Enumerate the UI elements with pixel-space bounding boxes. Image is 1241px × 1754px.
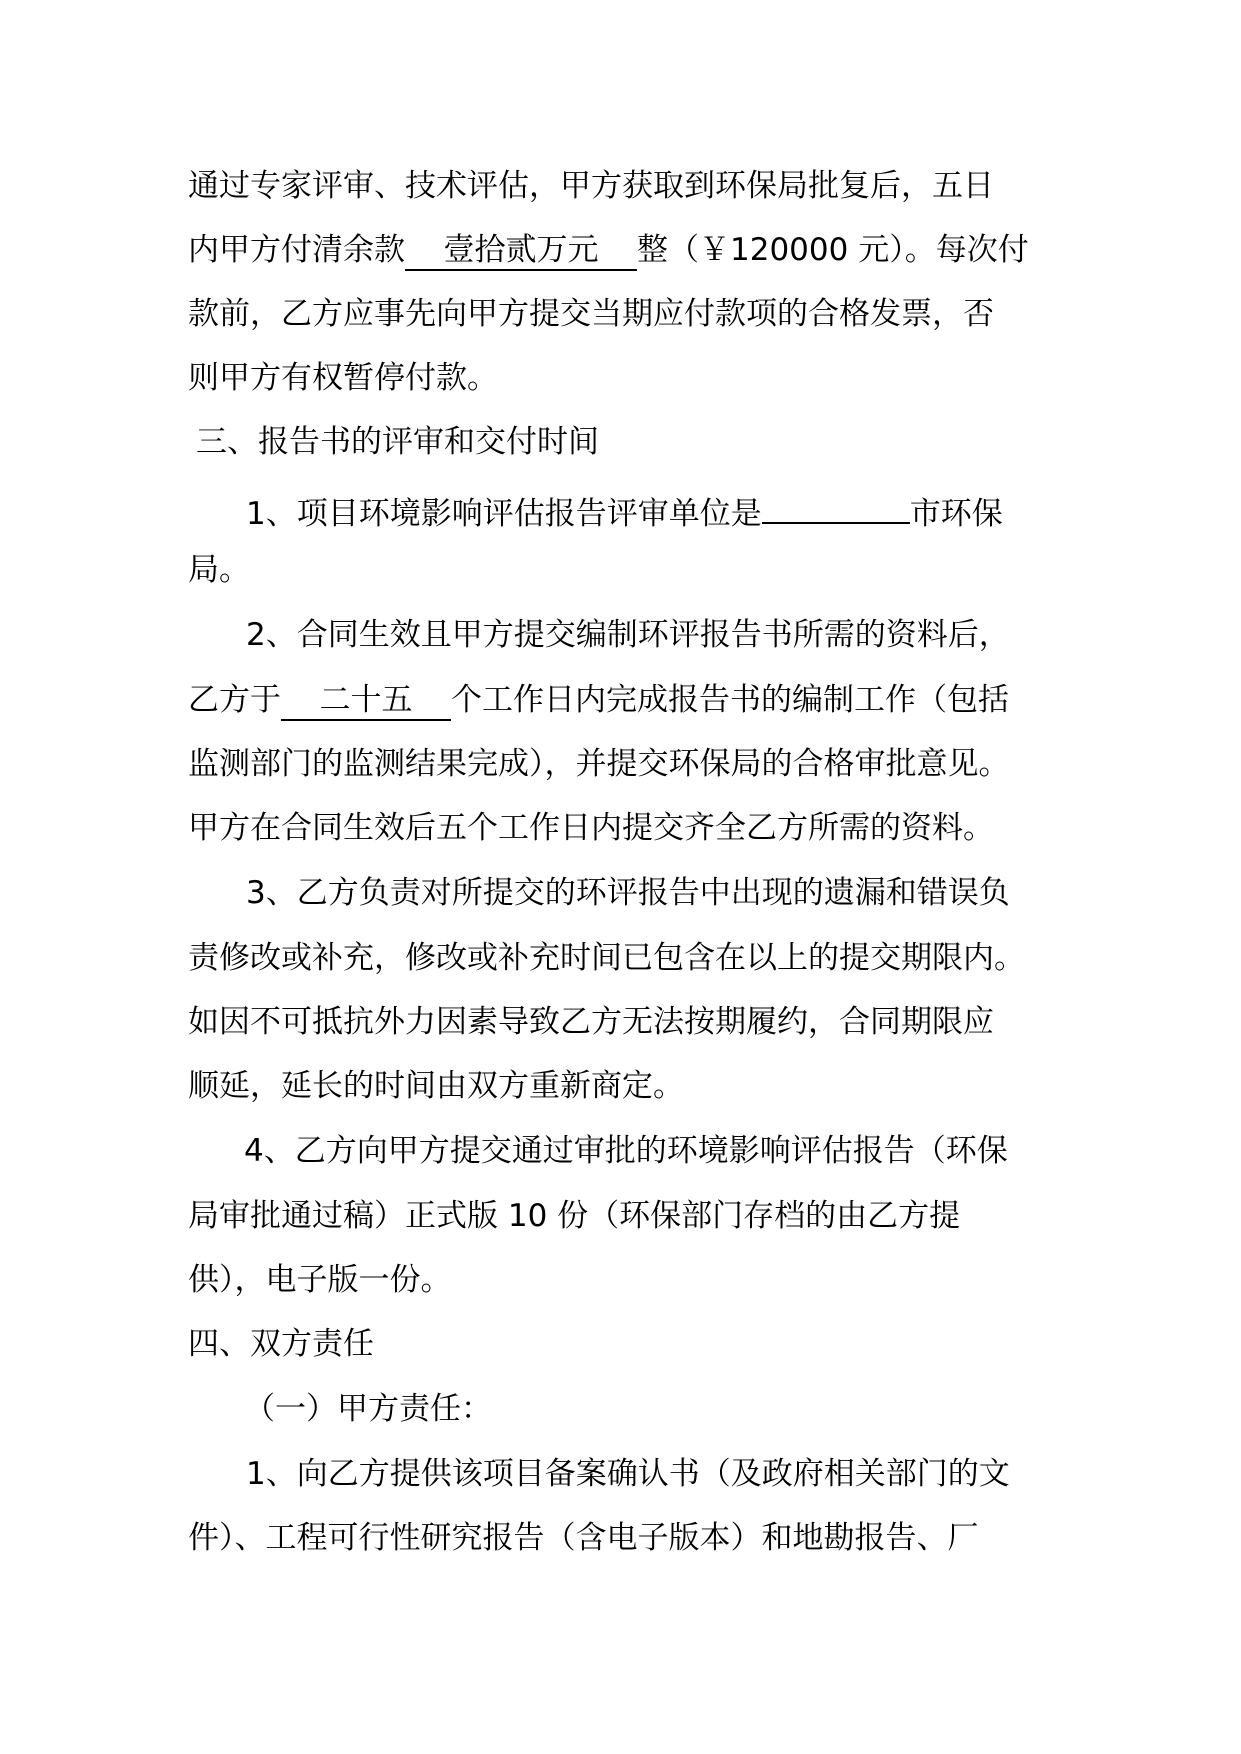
paragraph-line [188, 166, 994, 206]
text: 整（￥120000 元）。每次付 [637, 232, 1029, 268]
paragraph-line [188, 358, 498, 398]
text: 局。 [188, 552, 250, 588]
paragraph-line [188, 680, 1009, 720]
text: 责修改或补充，修改或补充时间已包含在以上的提交期限内。 [188, 940, 1025, 976]
text: 2、合同生效且甲方提交编制环评报告书所需的资料后， [246, 617, 1010, 653]
paragraph-line [246, 1454, 1010, 1494]
paragraph-line [188, 1002, 994, 1042]
paragraph-line [188, 294, 994, 334]
section-heading [188, 1324, 374, 1364]
text: 顺延，延长的时间由双方重新商定。 [188, 1068, 684, 1104]
text: 监测部门的监测结果完成），并提交环保局的合格审批意见。 [188, 746, 1010, 782]
section-heading [196, 422, 599, 462]
text: 如因不可抵抗外力因素导致乙方无法按期履约，合同期限应 [188, 1004, 994, 1040]
text: 三、报告书的评审和交付时间 [196, 424, 599, 460]
text: 3、乙方负责对所提交的环评报告中出现的遗漏和错误负 [246, 875, 1010, 911]
text: 内甲方付清余款 [188, 232, 405, 268]
fill-blank-city [762, 486, 910, 524]
paragraph-line [188, 550, 250, 590]
text: 通过专家评审、技术评估，甲方获取到环保局批复后，五日 [188, 168, 994, 204]
fill-blank-days: 二十五 [281, 683, 451, 721]
text: （一）甲方责任： [244, 1391, 492, 1427]
text: 四、双方责任 [188, 1326, 374, 1362]
text: 局审批通过稿）正式版 10 份（环保部门存档的由乙方提 [188, 1198, 961, 1234]
text: 1、项目环境影响评估报告评审单位是 [246, 496, 762, 532]
text: 市环保 [909, 496, 1003, 532]
text: 件）、工程可行性研究报告（含电子版本）和地勘报告、厂 [188, 1520, 979, 1556]
text: 个工作日内完成报告书的编制工作（包括 [451, 682, 1009, 718]
paragraph-line [244, 1131, 1008, 1171]
text: 则甲方有权暂停付款。 [188, 360, 498, 396]
paragraph-line [188, 808, 994, 848]
paragraph-line [188, 1066, 684, 1106]
paragraph-line [188, 744, 1010, 784]
text: 甲方在合同生效后五个工作日内提交齐全乙方所需的资料。 [188, 810, 994, 846]
paragraph-line [188, 1518, 979, 1558]
subsection-heading [244, 1389, 492, 1429]
text: 供），电子版一份。 [188, 1262, 452, 1298]
paragraph-line [188, 1196, 960, 1236]
text: 1、向乙方提供该项目备案确认书（及政府相关部门的文 [246, 1456, 1010, 1492]
text: 4、乙方向甲方提交通过审批的环境影响评估报告（环保 [244, 1133, 1008, 1169]
paragraph-line [246, 615, 1010, 655]
paragraph-line [188, 1260, 452, 1300]
fill-blank-amount: 壹拾贰万元 [405, 233, 637, 271]
text: 乙方于 [188, 682, 281, 718]
text: 款前，乙方应事先向甲方提交当期应付款项的合格发票，否 [188, 296, 994, 332]
paragraph-line [246, 486, 1003, 532]
paragraph-line [246, 873, 1010, 913]
paragraph-line [188, 230, 1029, 270]
paragraph-line [188, 938, 1025, 978]
